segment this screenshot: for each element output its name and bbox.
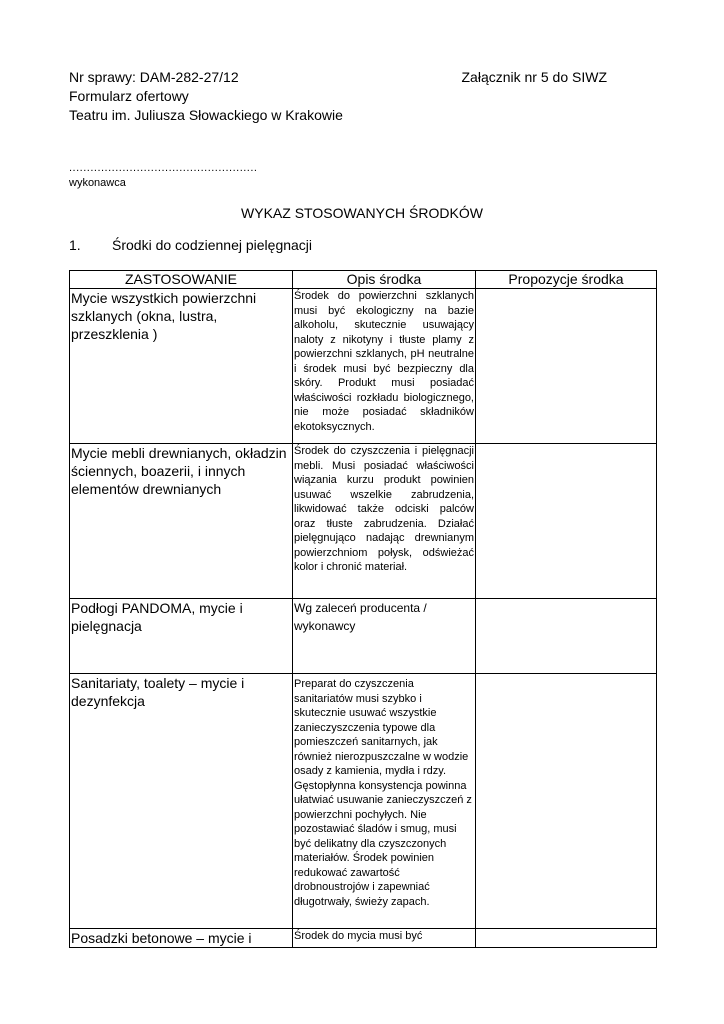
table-row	[70, 674, 657, 929]
application-cell: Sanitariaty, toalety – mycie i dezynfekcja	[70, 674, 293, 929]
description-cell: Środek do czyszczenia i pielęgnacji mebli. Musi posiadać właściwości wiązania kurzu produkt powinien usuwać wszelkie zabrudzenia, likwidować także odciski palców oraz tłuste zabrudzenia. Działać pielęgnująco nadając drewnianym powierzchniom połysk, odświeżać kolor i chronić materiał.	[293, 444, 476, 599]
agents-table	[69, 270, 657, 948]
form-title: Formularz ofertowy	[69, 88, 189, 104]
table-row	[70, 444, 657, 599]
column-header-proposal: Propozycje środka	[476, 271, 657, 289]
table-row	[70, 289, 657, 444]
proposal-cell[interactable]	[476, 444, 657, 599]
proposal-cell[interactable]	[476, 289, 657, 444]
table-header-row	[70, 271, 657, 289]
institution-name: Teatru im. Juliusza Słowackiego w Krakowie	[69, 107, 343, 123]
column-header-description: Opis środka	[293, 271, 476, 289]
proposal-cell[interactable]	[476, 599, 657, 674]
section-heading	[69, 237, 312, 253]
proposal-cell[interactable]	[476, 929, 657, 948]
application-cell: Posadzki betonowe – mycie i	[70, 929, 293, 948]
application-cell: Mycie wszystkich powierzchni szklanych (okna, lustra, przeszklenia )	[70, 289, 293, 444]
section-label: Środki do codziennej pielęgnacji	[112, 237, 313, 253]
table-row	[70, 599, 657, 674]
table-row	[70, 929, 657, 948]
column-header-application: ZASTOSOWANIE	[70, 271, 293, 289]
application-cell: Podłogi PANDOMA, mycie i pielęgnacja	[70, 599, 293, 674]
description-cell: Środek do mycia musi być	[293, 929, 476, 948]
attachment-label: Załącznik nr 5 do SIWZ	[461, 69, 607, 85]
proposal-cell[interactable]	[476, 674, 657, 929]
description-cell: Środek do powierzchni szklanych musi być ekologiczny na bazie alkoholu, skutecznie usuwający naloty z nikotyny i tłuste plamy z powierzchni szklanych, pH neutralne i środek musi być bezpieczny dla skóry. Produkt musi posiadać właściwości rozkładu biologicznego, nie może posiadać składników ekotoksycznych.	[293, 289, 476, 444]
document-header	[69, 68, 629, 125]
case-number: Nr sprawy: DAM-282-27/12	[69, 69, 239, 85]
contractor-label: wykonawca	[69, 177, 126, 189]
section-number: 1.	[69, 237, 81, 253]
document-title: WYKAZ STOSOWANYCH ŚRODKÓW	[241, 205, 483, 221]
contractor-signature-line: .....................................................	[69, 162, 258, 174]
description-cell: Wg zaleceń producenta / wykonawcy	[293, 599, 476, 674]
description-cell: Preparat do czyszczenia sanitariatów musi szybko i skutecznie usuwać wszystkie zanieczyszczenia typowe dla pomieszczeń sanitarnych, jak również nierozpuszczalne w wodzie osady z kamienia, mydła i rdzy. Gęstopłynna konsystencja powinna ułatwiać usuwanie zanieczyszczeń z powierzchni pochyłych. Nie pozostawiać śladów i smug, musi być delikatny dla czyszczonych materiałów. Środek powinien redukować zawartość drobnoustrojów i zapewniać długotrwały, świeży zapach.	[293, 674, 476, 929]
application-cell: Mycie mebli drewnianych, okładzin ściennych, boazerii, i innych elementów drewnianych	[70, 444, 293, 599]
